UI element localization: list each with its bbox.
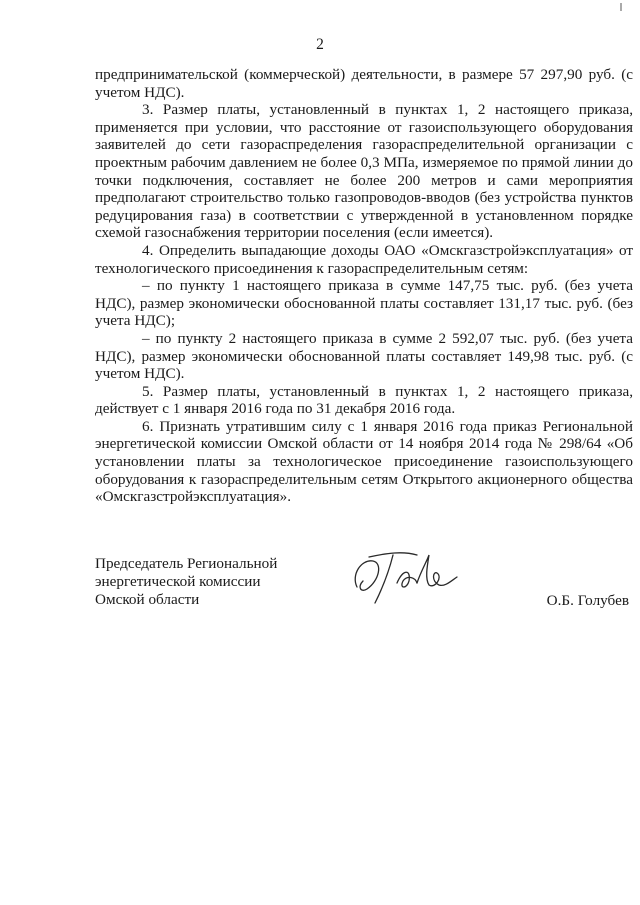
handwritten-signature [347, 547, 467, 609]
paragraph-3: 3. Размер платы, установленный в пунктах 1, 2 настоящего приказа, применяется при условии, что расстояние от газоиспользующего оборудования заявителей до сети газораспределения газораспределительной организации с проектным рабочим давлением не более 0,3 МПа, измеряемое по прямой линии до точки подключения, составляет не более 200 метров и сами мероприятия предполагают строительство только газопроводов-вводов (без устройства пунктов редуцирования газа) в соответствии с утвержденной в установленном порядке схемой газоснабжения территории поселения (если имеется). [95, 101, 633, 242]
page-number: 2 [316, 36, 324, 53]
signature-block [95, 555, 635, 615]
signer-position-line: Председатель Региональной [95, 555, 278, 572]
paragraph-6: 6. Признать утратившим силу с 1 января 2016 года приказ Региональной энергетической комиссии Омской области от 14 ноября 2014 года № 298/64 «Об установлении платы за технологическое присоединение газоиспользующего оборудования к газораспределительным сетям Открытого акционерного общества «Омскгазстройэксплуатация». [95, 417, 633, 506]
signer-position-line: Омской области [95, 591, 200, 608]
signer-name: О.Б. Голубев [546, 592, 629, 609]
corner-mark [618, 0, 624, 10]
paragraph-4-item-2: – по пункту 2 настоящего приказа в сумме 2 592,07 тыс. руб. (без учета НДС), размер экономически обоснованной платы составляет 149,98 тыс. руб. (с учетом НДС). [95, 329, 633, 383]
paragraph-4: 4. Определить выпадающие доходы ОАО «Омскгазстройэксплуатация» от технологического присоединения к газораспределительным сетям: [95, 241, 633, 277]
paragraph-continuation: предпринимательской (коммерческой) деятельности, в размере 57 297,90 руб. (с учетом НДС). [95, 66, 633, 101]
document-body [95, 66, 633, 506]
signer-position-line: энергетической комиссии [95, 573, 261, 590]
signer-position [95, 555, 277, 609]
paragraph-4-item-1: – по пункту 1 настоящего приказа в сумме 147,75 тыс. руб. (без учета НДС), размер экономически обоснованной платы составляет 131,17 тыс. руб. (без учета НДС); [95, 277, 633, 330]
paragraph-5: 5. Размер платы, установленный в пунктах 1, 2 настоящего приказа, действует с 1 января 2016 года по 31 декабря 2016 года. [95, 382, 633, 418]
